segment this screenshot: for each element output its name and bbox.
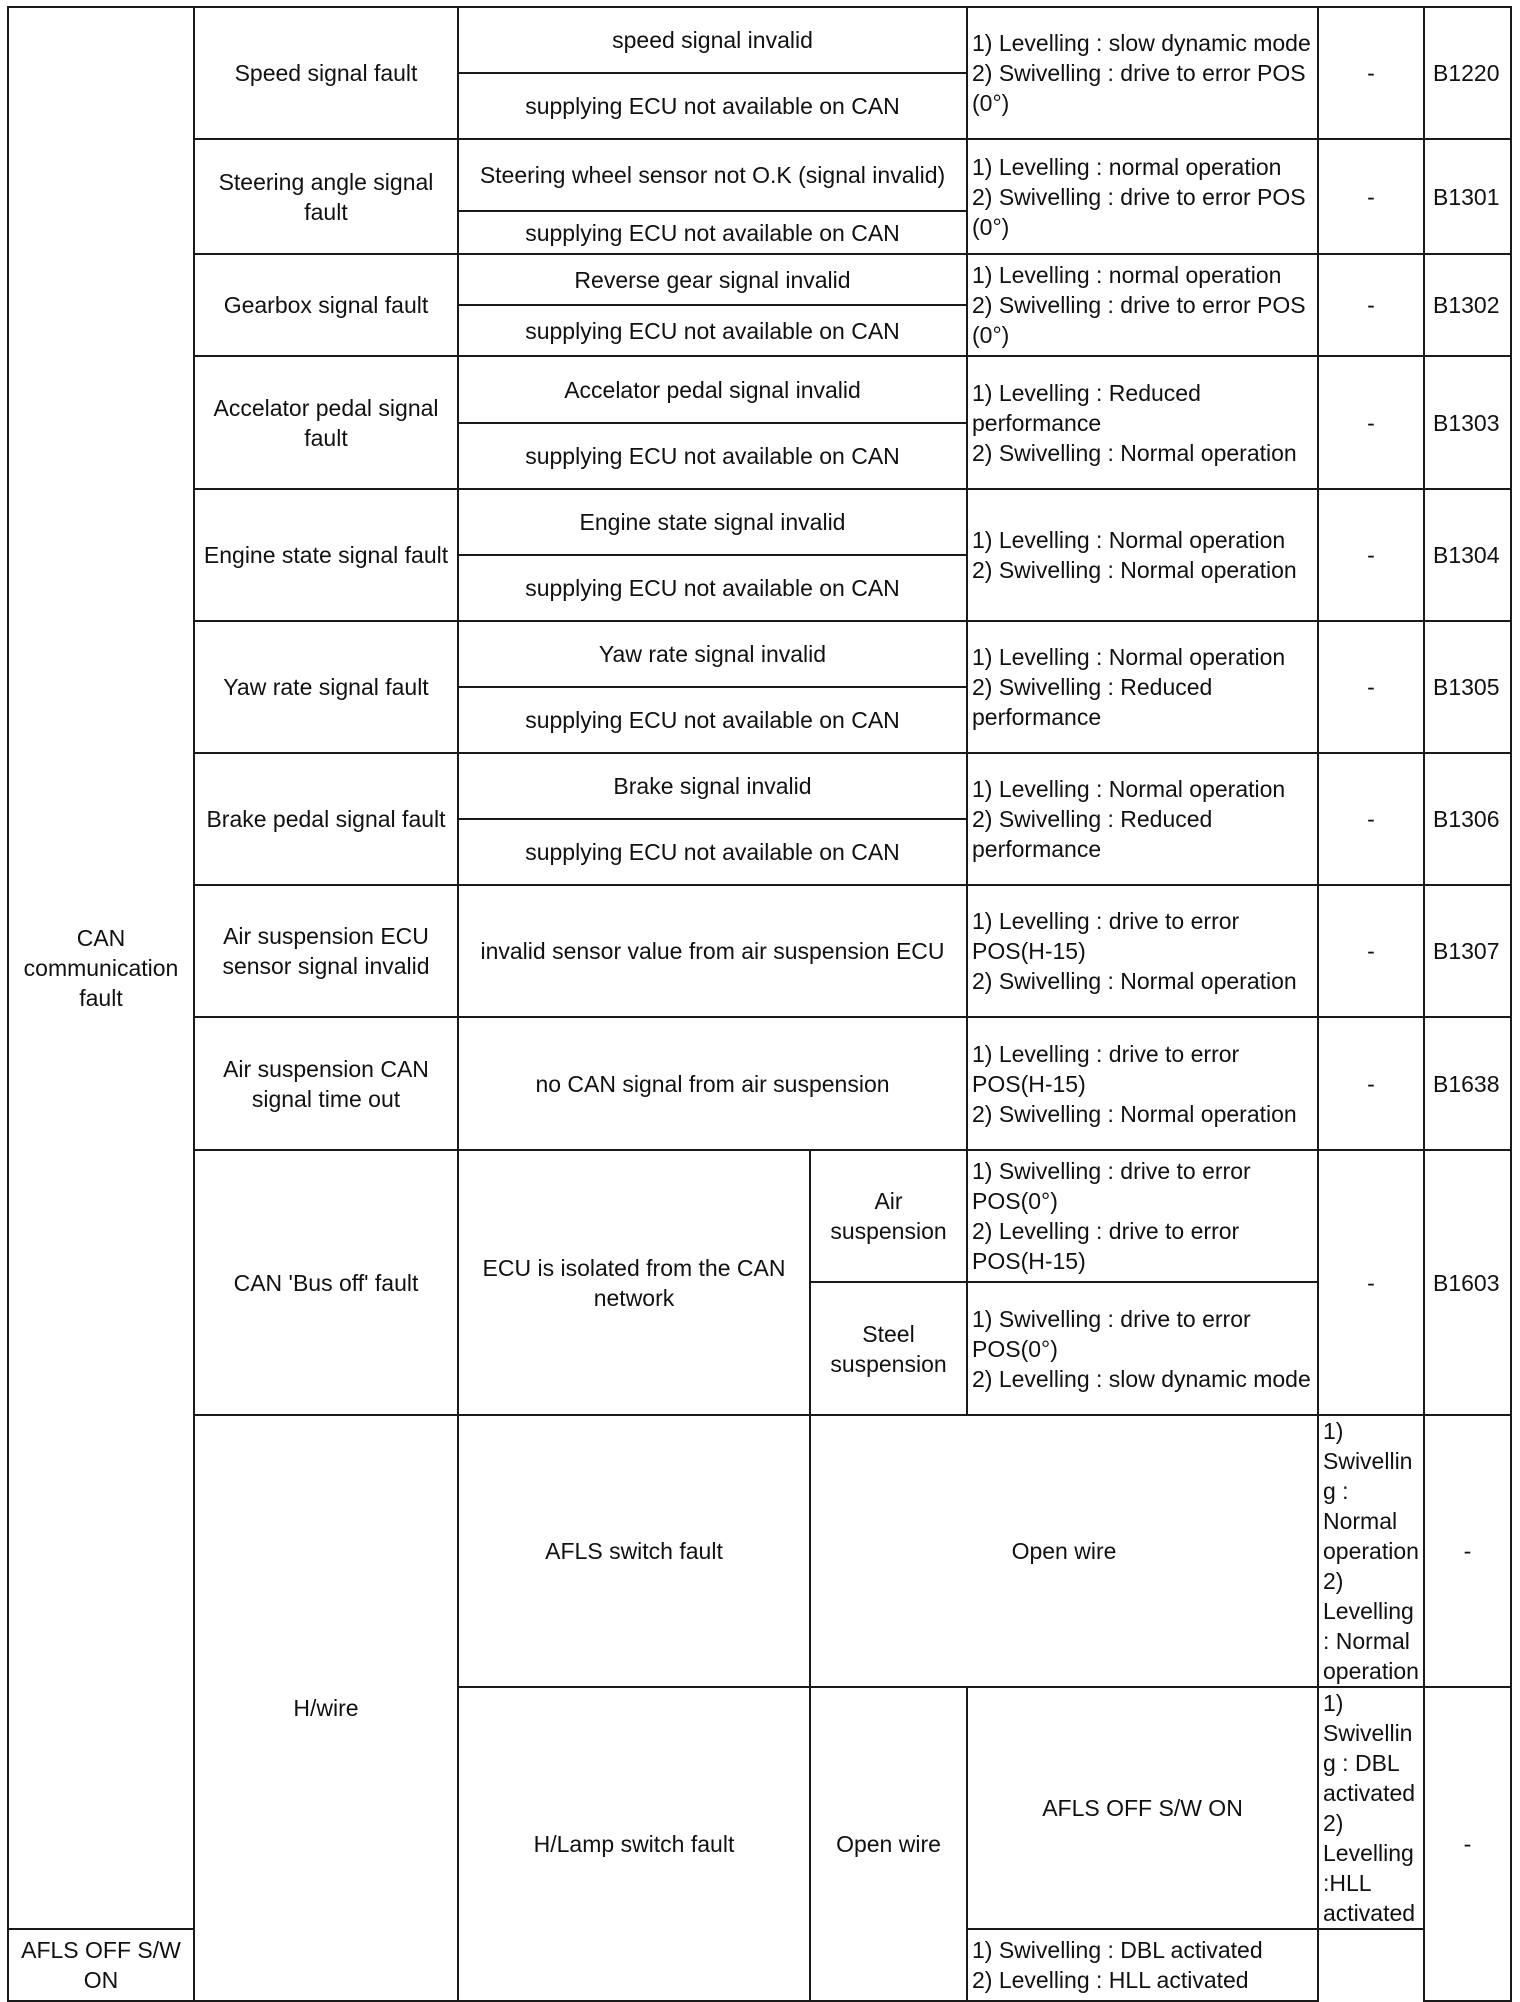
dtc-code-cell: B1306: [1424, 753, 1511, 885]
table-row: [8, 254, 1511, 305]
table-row: [8, 621, 1511, 687]
dtc-code-cell: B1302: [1424, 254, 1511, 356]
effect-cell: [967, 254, 1318, 356]
dtc-code-cell: B1301: [1424, 139, 1511, 254]
effect-line: 2) Swivelling : Normal operation: [972, 968, 1297, 994]
mil-cell: -: [1318, 1017, 1424, 1150]
fault-group-cell: H/wire: [194, 1415, 458, 2001]
effect-line: 1) Levelling : normal operation: [972, 262, 1282, 288]
condition-cell: supplying ECU not available on CAN: [458, 423, 967, 489]
mil-cell: -: [1318, 356, 1424, 489]
effect-line: 2) Swivelling : drive to error POS (0°): [972, 292, 1306, 348]
effect-line: 1) Levelling : Normal operation: [972, 776, 1286, 802]
mil-cell: -: [1318, 1150, 1424, 1415]
dtc-code-cell: B1307: [1424, 885, 1511, 1017]
effect-cell: [967, 621, 1318, 753]
fault-name-cell: H/Lamp switch fault: [458, 1687, 810, 2001]
effect-cell: [967, 1017, 1318, 1150]
effect-line: 2) Levelling : slow dynamic mode: [972, 1365, 1311, 1392]
dtc-code-cell: B1304: [1424, 489, 1511, 621]
mil-cell: -: [1318, 621, 1424, 753]
mil-cell: -: [1318, 753, 1424, 885]
condition-cell: Steering wheel sensor not O.K (signal invalid): [458, 139, 967, 211]
mil-cell: -: [1424, 1415, 1511, 1687]
dtc-code-cell: B1603: [1424, 1150, 1511, 1415]
condition-cell: Brake signal invalid: [458, 753, 967, 819]
effect-line: 1) Levelling : slow dynamic mode: [972, 30, 1311, 56]
fault-name-cell: Speed signal fault: [194, 7, 458, 139]
fault-group-cell: CAN communication fault: [8, 7, 194, 1929]
effect-line: 2) Levelling :HLL activated: [1323, 1810, 1416, 1926]
variant-cell: AFLS OFF S/W ON: [8, 1929, 194, 2001]
mil-cell: -: [1318, 489, 1424, 621]
effect-line: 1) Swivelling : Normal operation: [1323, 1418, 1419, 1564]
effect-line: 1) Swivelling : DBL activated: [1323, 1690, 1416, 1806]
effect-line: 1) Levelling : Reduced performance: [972, 379, 1201, 436]
mil-cell: -: [1318, 885, 1424, 1017]
variant-cell: AFLS OFF S/W ON: [967, 1687, 1318, 1929]
effect-line: 1) Levelling : Normal operation: [972, 644, 1286, 670]
dtc-code-cell: B1303: [1424, 356, 1511, 489]
dtc-code-cell: B1638: [1424, 1017, 1511, 1150]
condition-cell: Reverse gear signal invalid: [458, 254, 967, 305]
fault-name-cell: Air suspension ECU sensor signal invalid: [194, 885, 458, 1017]
effect-cell: [967, 489, 1318, 621]
effect-cell: [967, 7, 1318, 139]
effect-cell: [967, 356, 1318, 489]
condition-cell: ECU is isolated from the CAN network: [458, 1150, 810, 1415]
effect-line: 2) Swivelling : drive to error POS (0°): [972, 60, 1306, 116]
effect-line: 2) Swivelling : Reduced performance: [972, 674, 1213, 730]
effect-cell: [967, 885, 1318, 1017]
dtc-code-cell: B1220: [1424, 7, 1511, 139]
fault-code-table: [7, 6, 1512, 2002]
fault-name-cell: Steering angle signal fault: [194, 139, 458, 254]
effect-line: 1) Levelling : drive to error POS(H-15): [972, 908, 1240, 964]
table-row: [8, 885, 1511, 1017]
effect-cell: [967, 753, 1318, 885]
condition-cell: Accelator pedal signal invalid: [458, 356, 967, 423]
dtc-code-cell: B1305: [1424, 621, 1511, 753]
effect-line: 2) Swivelling : Normal operation: [972, 1100, 1297, 1127]
condition-cell: Yaw rate signal invalid: [458, 621, 967, 687]
effect-line: 2) Levelling : Normal operation: [1323, 1568, 1419, 1684]
table-row: [8, 753, 1511, 819]
mil-cell: -: [1318, 254, 1424, 356]
effect-line: 2) Swivelling : Normal operation: [972, 557, 1297, 583]
effect-line: 1) Levelling : normal operation: [972, 153, 1282, 180]
effect-line: 1) Swivelling : drive to error POS(0°): [972, 1305, 1251, 1362]
condition-cell: speed signal invalid: [458, 7, 967, 73]
fault-name-cell: Gearbox signal fault: [194, 254, 458, 356]
condition-cell: Engine state signal invalid: [458, 489, 967, 555]
mil-cell: -: [1318, 7, 1424, 139]
condition-cell: no CAN signal from air suspension: [458, 1017, 967, 1150]
condition-cell: Open wire: [810, 1687, 967, 2001]
fault-name-cell: Brake pedal signal fault: [194, 753, 458, 885]
effect-line: 1) Swivelling : DBL activated: [972, 1937, 1263, 1963]
variant-cell: Air suspension: [810, 1150, 967, 1282]
effect-cell: [967, 1282, 1318, 1415]
effect-line: 1) Swivelling : drive to error POS(0°): [972, 1158, 1251, 1214]
variant-cell: Steel suspension: [810, 1282, 967, 1415]
effect-line: 2) Swivelling : Normal operation: [972, 439, 1297, 466]
effect-line: 1) Levelling : drive to error POS(H-15): [972, 1040, 1240, 1097]
condition-cell: invalid sensor value from air suspension ECU: [458, 885, 967, 1017]
fault-name-cell: CAN 'Bus off' fault: [194, 1150, 458, 1415]
effect-cell: [1318, 1687, 1424, 1929]
mil-cell: -: [1318, 139, 1424, 254]
effect-line: 1) Levelling : Normal operation: [972, 527, 1286, 553]
table-row: [8, 1415, 1511, 1687]
effect-cell: [967, 1150, 1318, 1282]
fault-name-cell: AFLS switch fault: [458, 1415, 810, 1687]
effect-cell: [967, 1929, 1318, 2001]
condition-cell: supplying ECU not available on CAN: [458, 687, 967, 753]
mil-cell: -: [1424, 1687, 1511, 2001]
effect-cell: [967, 139, 1318, 254]
table-row: [8, 139, 1511, 211]
fault-name-cell: Engine state signal fault: [194, 489, 458, 621]
effect-line: 2) Swivelling : Reduced performance: [972, 806, 1213, 862]
table-row: [8, 1150, 1511, 1282]
condition-cell: Open wire: [810, 1415, 1318, 1687]
condition-cell: supplying ECU not available on CAN: [458, 819, 967, 885]
effect-cell: [1318, 1415, 1424, 1687]
fault-name-cell: Air suspension CAN signal time out: [194, 1017, 458, 1150]
table-row: [8, 7, 1511, 73]
effect-line: 2) Levelling : HLL activated: [972, 1967, 1249, 1993]
table-row: [8, 1017, 1511, 1150]
table-row: [8, 356, 1511, 423]
fault-name-cell: Yaw rate signal fault: [194, 621, 458, 753]
effect-line: 2) Swivelling : drive to error POS (0°): [972, 183, 1306, 240]
condition-cell: supplying ECU not available on CAN: [458, 211, 967, 254]
condition-cell: supplying ECU not available on CAN: [458, 73, 967, 139]
table-row: [8, 489, 1511, 555]
fault-name-cell: Accelator pedal signal fault: [194, 356, 458, 489]
effect-line: 2) Levelling : drive to error POS(H-15): [972, 1218, 1240, 1274]
condition-cell: supplying ECU not available on CAN: [458, 555, 967, 621]
condition-cell: supplying ECU not available on CAN: [458, 305, 967, 356]
